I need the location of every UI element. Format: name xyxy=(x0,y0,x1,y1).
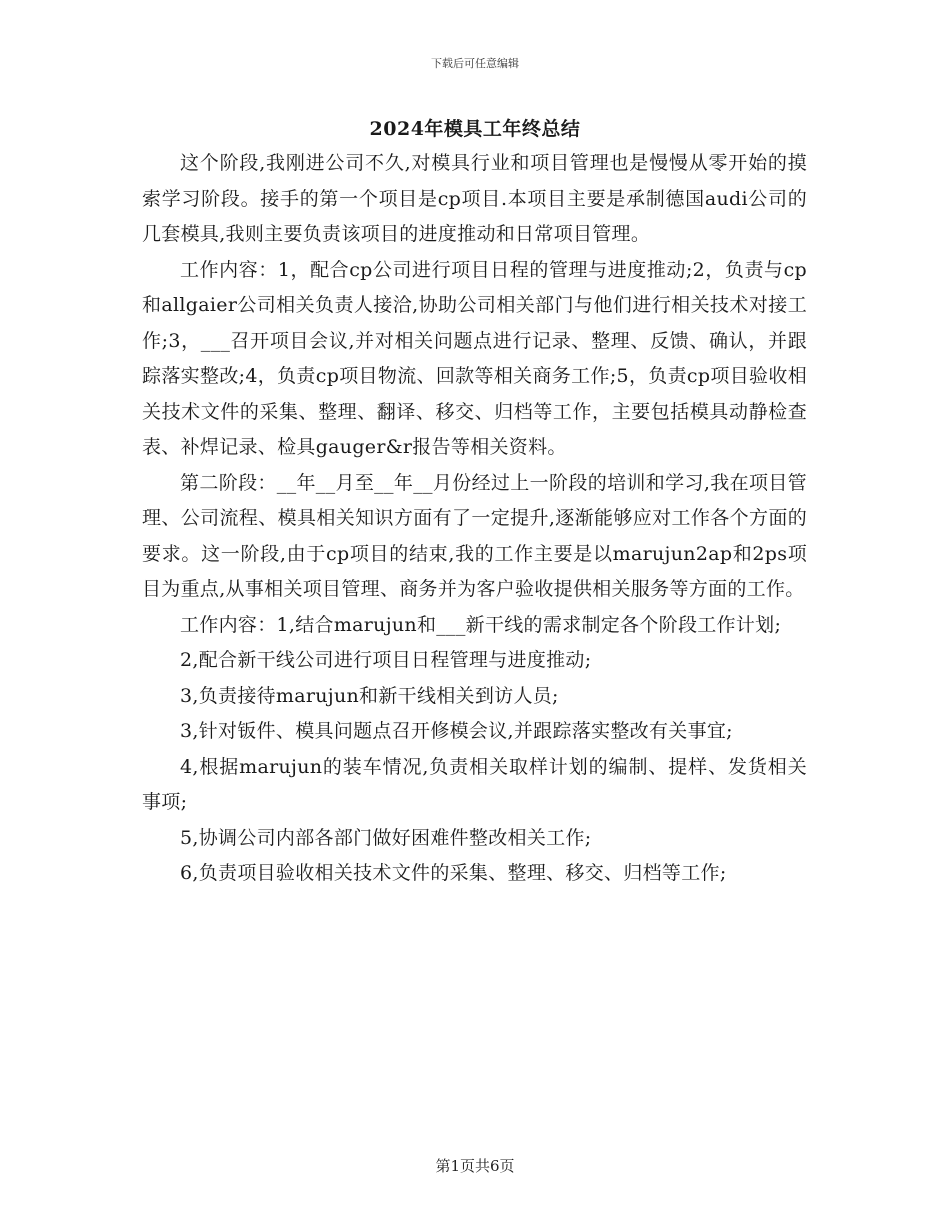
document-body xyxy=(142,146,807,892)
paragraph: 工作内容：1，配合cp公司进行项目日程的管理与进度推动;2，负责与cp和allgaier公司相关负责人接洽,协助公司相关部门与他们进行相关技术对接工作;3，___召开项目会议,并对相关问题点进行记录、整理、反馈、确认，并跟踪落实整改;4，负责cp项目物流、回款等相关商务工作;5，负责cp项目验收相关技术文件的采集、整理、翻译、移交、归档等工作，主要包括模具动静检查表、补焊记录、检具gauger&r报告等相关资料。 xyxy=(142,258,807,458)
document-title: 2024年模具工年终总结 xyxy=(369,118,581,140)
paragraph: 6,负责项目验收相关技术文件的采集、整理、移交、归档等工作; xyxy=(180,862,727,884)
paragraph: 3,负责接待marujun和新干线相关到访人员; xyxy=(180,684,559,707)
paragraph: 这个阶段,我刚进公司不久,对模具行业和项目管理也是慢慢从零开始的摸索学习阶段。接手的第一个项目是cp项目.本项目主要是承制德国audi公司的几套模具,我则主要负责该项目的进度推动和日常项目管理。 xyxy=(142,152,807,245)
paragraph: 5,协调公司内部各部门做好困难件整改相关工作; xyxy=(180,826,592,849)
paragraph: 第二阶段：__年__月至__年__月份经过上一阶段的培训和学习,我在项目管理、公司流程、模具相关知识方面有了一定提升,逐渐能够应对工作各个方面的要求。这一阶段,由于cp项目的结束,我的工作主要是以marujun2ap和2ps项目为重点,从事相关项目管理、商务并为客户验收提供相关服务等方面的工作。 xyxy=(142,471,807,600)
paragraph: 4,根据marujun的装车情况,负责相关取样计划的编制、提样、发货相关事项; xyxy=(142,755,807,813)
paragraph: 2,配合新干线公司进行项目日程管理与进度推动; xyxy=(180,649,592,671)
paragraph: 工作内容：1,结合marujun和___新干线的需求制定各个阶段工作计划; xyxy=(180,613,782,636)
header-note: 下载后可任意编辑 xyxy=(431,57,519,70)
paragraph: 3,针对钣件、模具问题点召开修模会议,并跟踪落实整改有关事宜; xyxy=(180,720,733,742)
page-indicator: 第1页共6页 xyxy=(435,1157,515,1175)
